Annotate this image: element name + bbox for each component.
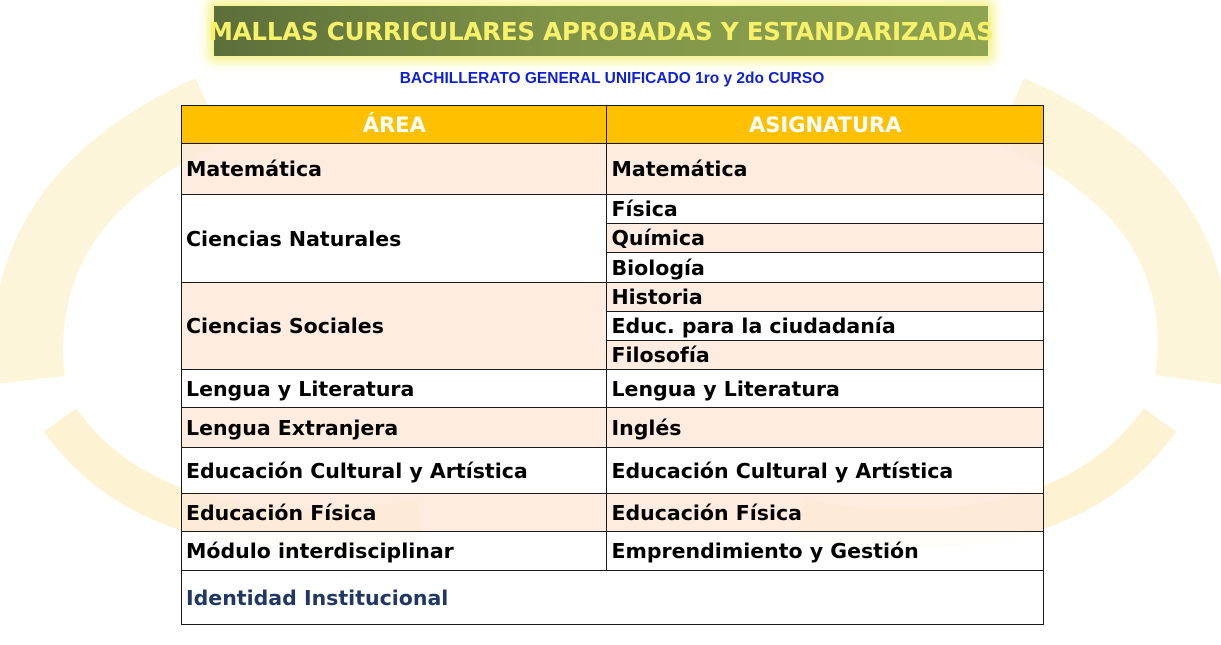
subject-cell: Lengua y Literatura (607, 370, 1044, 408)
area-cell: Ciencias Sociales (182, 283, 607, 370)
table-row (182, 571, 1044, 625)
subject-cell: Matemática (607, 144, 1044, 195)
area-cell: Matemática (182, 144, 607, 195)
curriculum-table (181, 105, 1044, 625)
subject-cell: Física (607, 195, 1044, 224)
table-row (182, 448, 1044, 494)
page-title: MALLAS CURRICULARES APROBADAS Y ESTANDARIZADAS (208, 16, 994, 46)
subject-cell: Biología (607, 253, 1044, 283)
subject-cell: Historia (607, 283, 1044, 312)
table-row (182, 494, 1044, 532)
subject-cell: Filosofía (607, 341, 1044, 370)
table-row (182, 532, 1044, 571)
subject-cell: Educación Física (607, 494, 1044, 532)
subject-cell: Química (607, 224, 1044, 253)
table-row (182, 144, 1044, 195)
subject-cell: Educación Cultural y Artística (607, 448, 1044, 494)
area-cell: Educación Física (182, 494, 607, 532)
table-row (182, 195, 1044, 224)
area-cell: Educación Cultural y Artística (182, 448, 607, 494)
subject-cell: Educ. para la ciudadanía (607, 312, 1044, 341)
header-asignatura: ASIGNATURA (607, 106, 1044, 144)
area-cell: Ciencias Naturales (182, 195, 607, 283)
subject-cell: Inglés (607, 408, 1044, 448)
table-row (182, 283, 1044, 312)
page-subtitle: BACHILLERATO GENERAL UNIFICADO 1ro y 2do CURSO (399, 70, 825, 87)
area-cell: Lengua Extranjera (182, 408, 607, 448)
title-banner (208, 6, 994, 56)
identity-cell: Identidad Institucional (182, 571, 1044, 625)
subject-cell: Emprendimiento y Gestión (607, 532, 1044, 571)
area-cell: Módulo interdisciplinar (182, 532, 607, 571)
area-cell: Lengua y Literatura (182, 370, 607, 408)
table-row (182, 370, 1044, 408)
table-row (182, 408, 1044, 448)
header-area: ÁREA (182, 106, 607, 144)
